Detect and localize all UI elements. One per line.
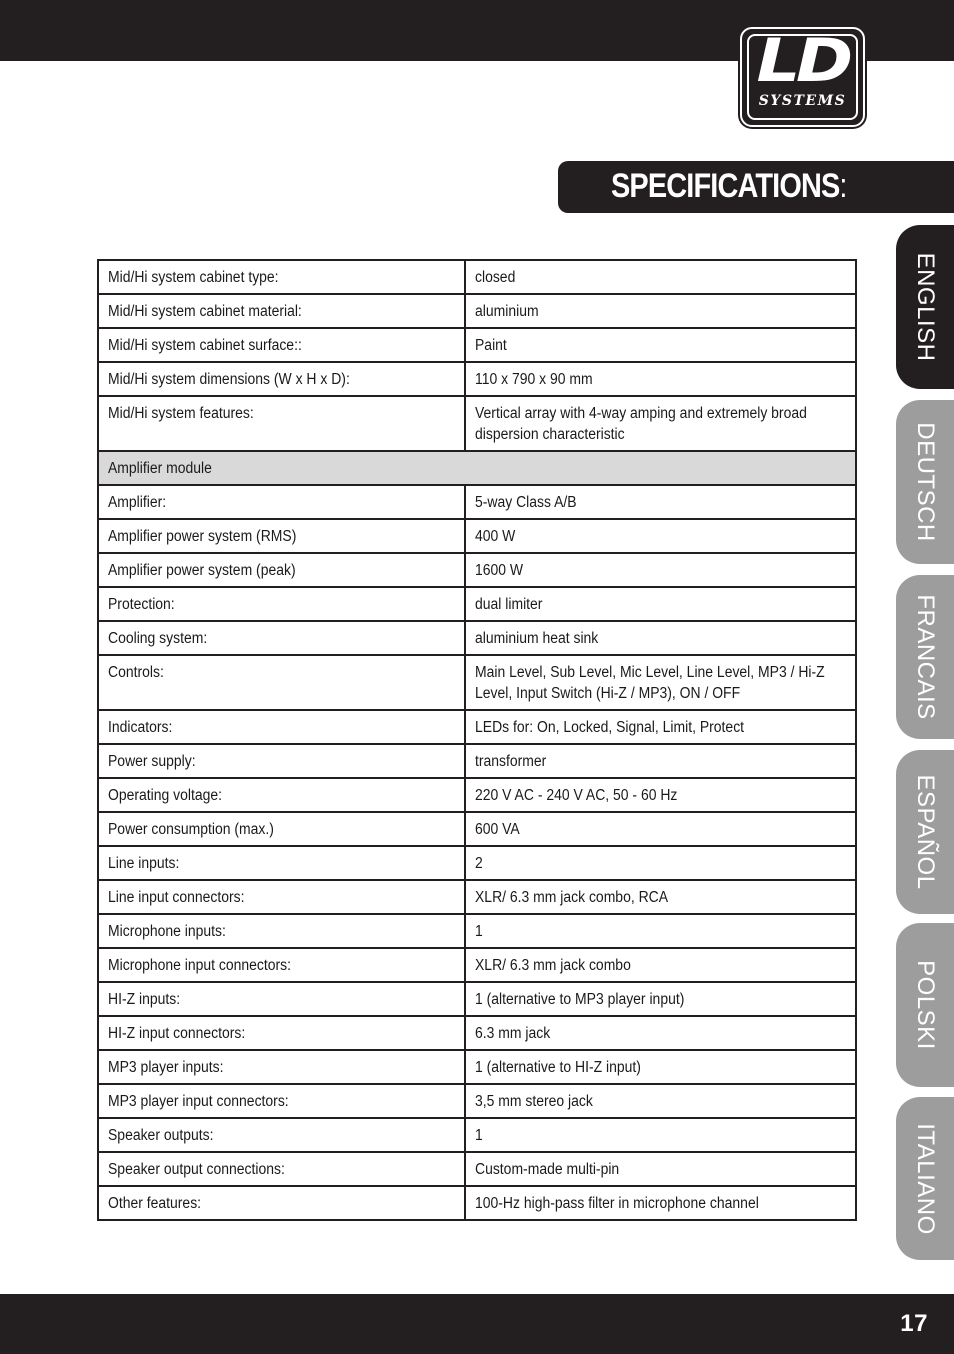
table-row: [98, 1152, 856, 1186]
spec-value: 220 V AC - 240 V AC, 50 - 60 Hz: [465, 778, 856, 812]
spec-label: Mid/Hi system features:: [98, 396, 465, 451]
spec-value: 6.3 mm jack: [465, 1016, 856, 1050]
spec-value: 400 W: [465, 519, 856, 553]
language-tab-label: FRANCAIS: [912, 594, 939, 720]
spec-label: Mid/Hi system cabinet surface::: [98, 328, 465, 362]
spec-label: Speaker outputs:: [98, 1118, 465, 1152]
spec-value: 110 x 790 x 90 mm: [465, 362, 856, 396]
ld-systems-logo: [740, 27, 865, 127]
language-tab-label: ESPAÑOL: [912, 774, 939, 890]
spec-value: Vertical array with 4-way amping and extremely broad dispersion characteristic: [465, 396, 856, 451]
spec-label: HI-Z inputs:: [98, 982, 465, 1016]
spec-value: LEDs for: On, Locked, Signal, Limit, Protect: [465, 710, 856, 744]
table-row: [98, 1118, 856, 1152]
language-tab-deutsch[interactable]: [896, 400, 954, 564]
table-row: [98, 553, 856, 587]
table-row: [98, 485, 856, 519]
table-section-row: [98, 451, 856, 485]
spec-value: 3,5 mm stereo jack: [465, 1084, 856, 1118]
logo-sub-text: SYSTEMS: [758, 93, 847, 109]
language-tab-italiano[interactable]: [896, 1097, 954, 1260]
spec-label: Power consumption (max.): [98, 812, 465, 846]
spec-label: Mid/Hi system cabinet type:: [98, 260, 465, 294]
spec-value: 5-way Class A/B: [465, 485, 856, 519]
specifications-table: [97, 259, 857, 1221]
table-row: [98, 710, 856, 744]
spec-label: HI-Z input connectors:: [98, 1016, 465, 1050]
table-row: [98, 328, 856, 362]
spec-label: Mid/Hi system cabinet material:: [98, 294, 465, 328]
table-row: [98, 948, 856, 982]
table-row: [98, 744, 856, 778]
language-tab-label: POLSKI: [912, 960, 939, 1050]
table-row: [98, 1084, 856, 1118]
spec-label: Indicators:: [98, 710, 465, 744]
table-row: [98, 519, 856, 553]
section-title: [611, 167, 847, 206]
table-row: [98, 846, 856, 880]
spec-label: Operating voltage:: [98, 778, 465, 812]
spec-value: XLR/ 6.3 mm jack combo: [465, 948, 856, 982]
spec-value: 100-Hz high-pass filter in microphone channel: [465, 1186, 856, 1220]
language-tab-francais[interactable]: [896, 575, 954, 739]
spec-label: Line inputs:: [98, 846, 465, 880]
spec-value: 1 (alternative to HI-Z input): [465, 1050, 856, 1084]
table-row: [98, 655, 856, 710]
table-row: [98, 914, 856, 948]
spec-label: Amplifier:: [98, 485, 465, 519]
spec-label: Microphone input connectors:: [98, 948, 465, 982]
section-heading: Amplifier module: [98, 451, 856, 485]
spec-label: Microphone inputs:: [98, 914, 465, 948]
spec-label: Speaker output connections:: [98, 1152, 465, 1186]
table-row: [98, 812, 856, 846]
section-title-banner: [558, 161, 954, 213]
section-title-text: SPECIFICATIONS: [611, 167, 840, 205]
spec-value: aluminium: [465, 294, 856, 328]
spec-value: 600 VA: [465, 812, 856, 846]
spec-label: Amplifier power system (RMS): [98, 519, 465, 553]
spec-value: dual limiter: [465, 587, 856, 621]
spec-label: Amplifier power system (peak): [98, 553, 465, 587]
spec-value: 1: [465, 1118, 856, 1152]
spec-value: 1 (alternative to MP3 player input): [465, 982, 856, 1016]
spec-value: XLR/ 6.3 mm jack combo, RCA: [465, 880, 856, 914]
table-row: [98, 621, 856, 655]
language-tab-label: DEUTSCH: [912, 422, 939, 542]
table-row: [98, 396, 856, 451]
spec-value: 1600 W: [465, 553, 856, 587]
language-tab-label: ITALIANO: [912, 1122, 939, 1235]
table-row: [98, 1186, 856, 1220]
table-row: [98, 260, 856, 294]
spec-label: Protection:: [98, 587, 465, 621]
language-tab-english[interactable]: [896, 225, 954, 389]
table-row: [98, 778, 856, 812]
language-tab-label: ENGLISH: [912, 252, 939, 362]
language-tab-polski[interactable]: [896, 923, 954, 1087]
language-tab-espanol[interactable]: [896, 750, 954, 914]
table-row: [98, 1016, 856, 1050]
spec-value: closed: [465, 260, 856, 294]
spec-label: MP3 player input connectors:: [98, 1084, 465, 1118]
spec-value: aluminium heat sink: [465, 621, 856, 655]
spec-value: Custom-made multi-pin: [465, 1152, 856, 1186]
spec-value: 2: [465, 846, 856, 880]
logo-main-text: LD: [756, 26, 849, 96]
table-row: [98, 982, 856, 1016]
spec-label: MP3 player inputs:: [98, 1050, 465, 1084]
spec-label: Mid/Hi system dimensions (W x H x D):: [98, 362, 465, 396]
footer-bar: [0, 1294, 954, 1354]
spec-value: 1: [465, 914, 856, 948]
spec-value: Paint: [465, 328, 856, 362]
spec-label: Cooling system:: [98, 621, 465, 655]
spec-label: Line input connectors:: [98, 880, 465, 914]
spec-label: Other features:: [98, 1186, 465, 1220]
spec-label: Controls:: [98, 655, 465, 710]
spec-label: Power supply:: [98, 744, 465, 778]
spec-value: Main Level, Sub Level, Mic Level, Line Level, MP3 / Hi-Z Level, Input Switch (Hi-Z / MP3), ON / OFF: [465, 655, 856, 710]
table-row: [98, 880, 856, 914]
table-row: [98, 362, 856, 396]
table-row: [98, 587, 856, 621]
spec-value: transformer: [465, 744, 856, 778]
table-row: [98, 294, 856, 328]
table-row: [98, 1050, 856, 1084]
page-number: 17: [900, 1310, 928, 1337]
section-title-colon: :: [839, 167, 847, 205]
